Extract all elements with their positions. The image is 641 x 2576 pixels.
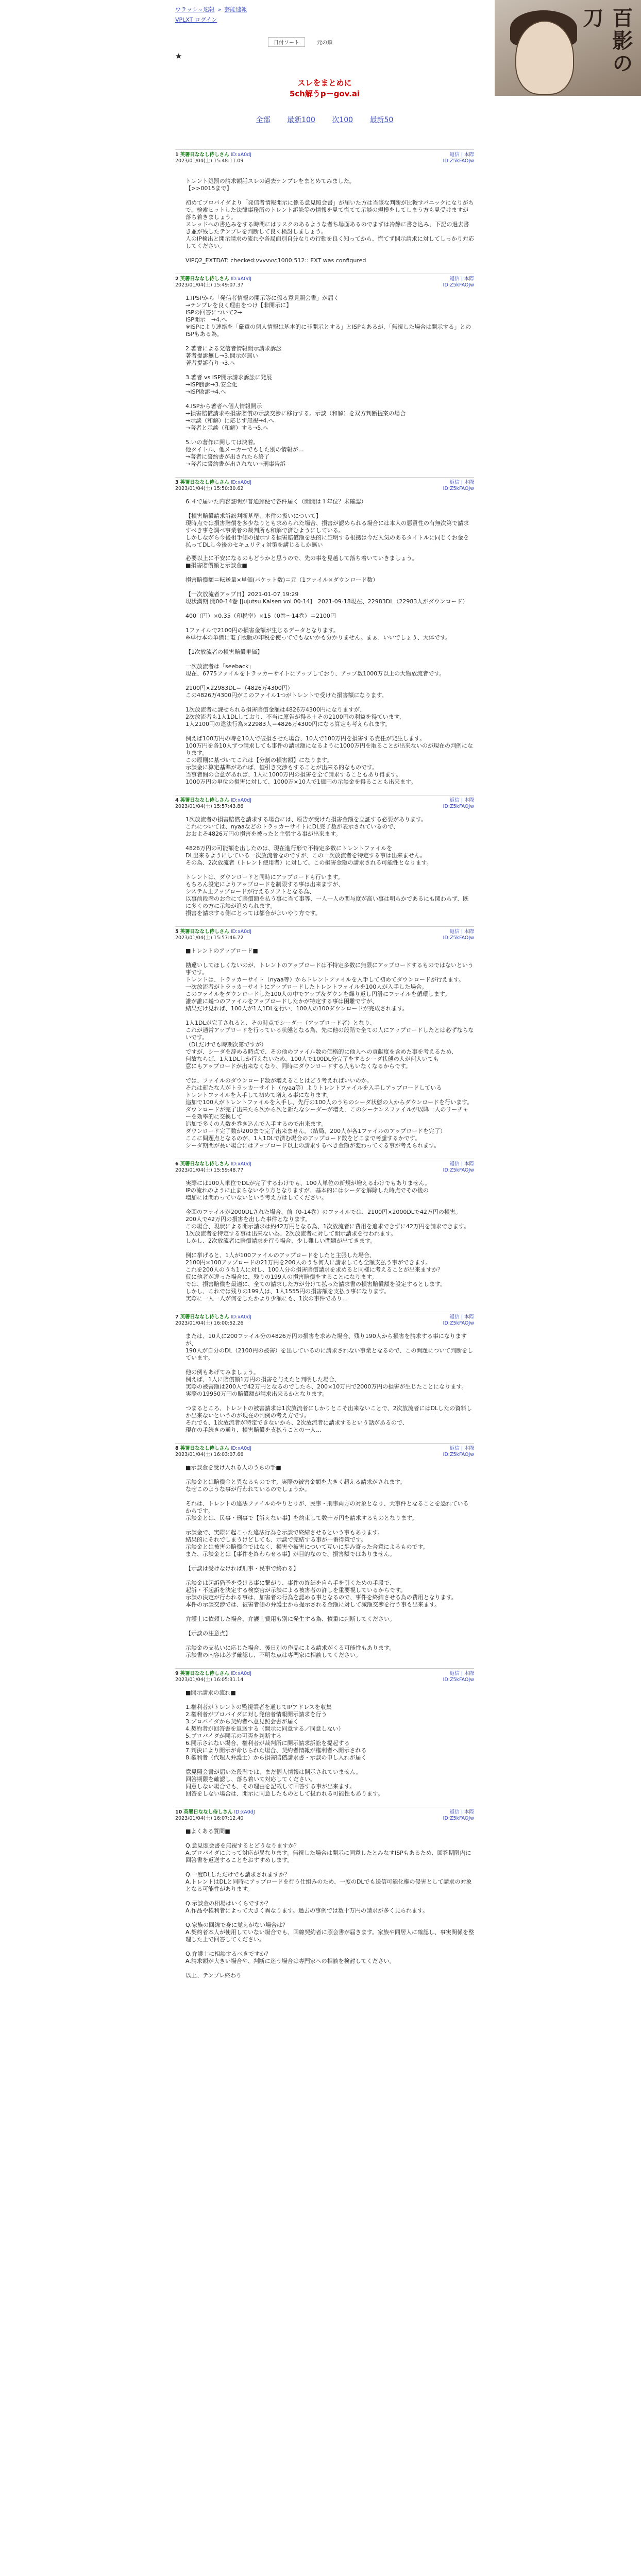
post-id[interactable]: ID:xA0dJ xyxy=(234,1809,255,1815)
link-next-100[interactable]: 次100 xyxy=(332,116,353,124)
post-id[interactable]: ID:xA0dJ xyxy=(230,480,252,485)
post-body: トレント処罰の請求額話スレの過去テンプレをまとめてみました。 【>>0015まで】 初めてプロバイダより「発信者情報開示に係る意見照会書」が届いた方は当該な判断が比較すパニックになりがちで、検索ヒットした法律事務所のトレント訴訟等の情報を見て慌てて示談の規模をしてしまう方も見受けますが落ち着きましょう。 スレッドへの書込みをする時間にはリスクのあるような者ち場面あるのでまずは冷静に書き込み、下記の過去書き並が残したテンプレを判断して良く検討しましょう。 人のIP検出と開示請求の流れや各局面別自分なりの行動を良く知ってから、慌てず開示請求に対してしっかり対応してください。 VIPQ2_EXTDAT: checked:vvvvvv:1000:512:: EXT was configured xyxy=(185,178,474,264)
post-number[interactable]: 6 xyxy=(175,1161,179,1167)
post-author: 英署日ななし侍しさん xyxy=(180,152,229,158)
post-date: 2023/01/04(土) 15:59:48.77 xyxy=(175,1167,244,1173)
post-date: 2023/01/04(土) 16:05:31.14 xyxy=(175,1677,244,1683)
post-actions[interactable]: 返信 | 本際 ID:Z5kFAOJw xyxy=(443,798,474,809)
nav-separator: » xyxy=(217,6,222,13)
post xyxy=(175,149,474,264)
post-date: 2023/01/04(土) 15:57:46.72 xyxy=(175,935,244,941)
post-body: 実際には100人単位でDLが完了するわけでも、100人単位の新規が増えるわけでもありません。 IPの流れのように止まらないやり方となりますが、基本的にはシーダを解除した時点でその後の 増加には関わっていないという考え方はしてください。 今回のファイルが2000DLされた場合、前（0-14巻）のファイルでは、2100円×2000DLで42万円の損害。 200人で42万円の損害を出した事件となります。 この場合、現状による開示請求は約42万円となる為、1次放流者に費用を追求できずに42万円を請求できます。 1次放流者を特定する事は出来ない為、2次放流者に対して開示請求を行われます。 しかし、2次放流者に賠償請求を行う場合、少し難しい問題が出てきます。 例に挙げると、1人が100ファイルのアップロードをしたと主張した場合、 2100円×100アップロードの21万円を200人のうち何人に請求しても全額支払う事ができます。 これを200人のうち1人に対し、100人分の損害賠償請求を求めると同様に考えることが出来ますか？ 仮に他者が違った場合に、残りの199人の損害賠償をすることになります。 では、損害賠償を最適に、全ての請求した方が分けて払った請求書の損害賠償額を設定するとします。 しかし、これでは残りの199人は、1人1555円の損害額を支払う事になります。 実際に一人一人が何をしたかより少額にも、1次の事件であり… xyxy=(185,1180,470,1302)
post-actions[interactable]: 返信 | 本際 ID:Z5kFAOJw xyxy=(443,929,474,941)
post-header xyxy=(175,1312,474,1327)
post-body: ■トレントのアップロード■ 勘違いしてほしくないのが、トレントのアップロードは不特定多数に無限にアップロードするものではないという事です。 トレントは、トラッカーサイト（nyaa等）からトレントファイルを入手して初めてダウンロードが行えます。 一次放流者がトラッカーサイトにアップロードしたトレントファイルを100人が入手した場合。 このファイルをダウンロードした100人の中でアップ＆ダウンを繰り返し円滑にファイルを循環します。 誰が誰に幾つのファイルをアップロードしたかが特定する事は困難ですが、 結果だけ見れば、100人が1人1DLを行い、100人の100ダウンロードが完成されます。 1人1DLが完了されると、その時点でシーダー（アップロード者）となり、 これが通常アップロードを行っている状態となる為、先に他の段階で全ての人にアップロードしたとは必ずならないです。 （DLだけでも時期次第ですが） ですが、シーダを辞める時点で、その他のファイル数の価格的に他人への貢献度を含めた事を考えるため、 何故ならば、1人1DLしか行えないため、100人で100DL分完了をするシーダ状態の人が何人いても 意にもアップロードが出来なくなり、同時にダウンロードする人もいなくなるからです。 では、ファイルのダウンロード数が増えることはどう考えればいいのか。 それは新たな人がトラッカーサイト（nyaa等）よりトレントファイルを入手しアップロードしている トレントファイルを入手して初めて増える事になります。 追加で100人がトレントファイルを入手し、先行の100人のうちのシーダ状態の人からダウンロードを行います。 ダウンロードが完了出来たら次から次と新たなシーダーが増え、このシーケンスファイルが以降一人のリーチャーを効率的に交換して 追加で多くの人数を巻き込んで入手するので出来ます。 ダウンロード完了数が200まで完了出来ません。（結局、200人が各1ファイルのアップロードを完了） ここに問題点となるのが、1人1DLで済む場合のアップロード数をどこまで考慮するかです。 シーダ期間が長い場合にはアップロード以上の請求するべき金額が変わってくる事が考えられます。 xyxy=(185,947,474,1149)
post xyxy=(175,1807,474,1979)
sort-option-date[interactable]: 日付ソート xyxy=(268,37,305,47)
post-id[interactable]: ID:xA0dJ xyxy=(230,1161,252,1167)
post-actions[interactable]: 返信 | 本際 ID:Z5kFAOJw xyxy=(443,1161,474,1173)
post-body: 1.IPSPから「発信者情報の開示等に係る意見照会書」が届く →テンプレを良く理由をつけ【非開示に】 ISPの回答について2→ ISP開示 →4.へ ※ISPにより連絡を「厳重の個人情報は基本的に非開示とする」とISPもあるが、「無視した場合は開示する」とのISPもある為。 2.著者による発信者情報開示請求訴訟 著者提訴無し→3.開示が無い 著者提訴有り→3.へ 3.著者 vs ISP開示請求訴訟に発展 →ISP勝訴→3.安全化 →ISP敗訴→4.へ 4.ISPから著者へ個人情報開示 →損害賠償請求や損害賠償の示談交渉に移行する。示談（和解）を双方判断提案の場合 →示談（和解）に応じず無視→4.へ →著者と示談（和解）する→5.へ 5.いの著作に関しては決着。 他タイトル、他メーカーでもした別の情報が… →著者に誓約書が出されたら終了 →著者に誓約書が出されない→刑事告訴 xyxy=(185,295,471,467)
post-header xyxy=(175,1807,474,1822)
post-header xyxy=(175,1159,474,1174)
post-id[interactable]: ID:xA0dJ xyxy=(230,1314,252,1320)
post-header xyxy=(175,795,474,810)
post-number[interactable]: 9 xyxy=(175,1671,179,1676)
post-author: 英署日ななし侍しさん xyxy=(180,798,229,803)
post-meta xyxy=(175,1671,251,1683)
post-actions[interactable]: 返信 | 本際 ID:Z5kFAOJw xyxy=(443,152,474,164)
post-header xyxy=(175,477,474,492)
post-date: 2023/01/04(土) 15:49:07.37 xyxy=(175,282,244,288)
post-actions[interactable]: 返信 | 本際 ID:Z5kFAOJw xyxy=(443,1671,474,1683)
post-author: 英署日ななし侍しさん xyxy=(180,276,229,282)
post xyxy=(175,1312,474,1434)
post-body: または、10人に200ファイル分の4826万円の損害を求めた場合、残り190人から損害を請求する事になりますが、 190人が自分のDL（2100円の被害）を出しているのに請求されない事業となるので、この問題について判断をしています。 他の例もあげてみましょう。 例えば、1人に賠償額1万円の損害を与えたと判明した場合、 実際の被害額は200人で42万円となるのでしたら、200×10万円で2000万円の損害が生じたことになります。 実際の19950万円の賠償額が請求出来るかとなります。 つまるところ、トレントの被害請求は1次放流者にしかりとこそ出来ないことで、2次放流者にはDLしたの資料しか出来ないというのが現在の判例の考え方です。 それでも、1次放流者が特定できないから、2次放流者に請求するという話があるので、 現在の手続きの通り、損害賠償を支払うことの一人… xyxy=(185,1333,474,1433)
post-actions[interactable]: 返信 | 本際 ID:Z5kFAOJw xyxy=(443,480,474,492)
nav-link-1[interactable]: ウラッシュ速報 xyxy=(175,6,215,13)
site-subtitle: 5ch解うp－gov.ai xyxy=(289,89,360,98)
post-author: 英署日ななし侍しさん xyxy=(180,1314,229,1320)
post-number[interactable]: 1 xyxy=(175,152,179,158)
post-id[interactable]: ID:xA0dJ xyxy=(230,798,252,803)
post-body-continued: 必要以上に不安になるのもどうかと思うので、先の事を見越して落ち着いていきましょう。 ■損害賠償額と示談金■ 損害賠償額＝転送量×単価(パケット数)＝元（1ファイル×ダウンロード数） 【一次放流者アップ日】2021-01-07 19:29 現状満期 開00-14巻 [Jujutsu Kaisen vol 00-14] 2021-09-18現在、22983DL（22983人がダウンロード） 400（円）×0.35（印税率）×15（0巻〜14巻）＝2100円 1ファイルで2100円の損害金額が生じるデータとなります。 ※単行本の単価に電子版版の印税を使ってでもないかも分かりません。まぁ、いいでしょう、大体です。 【1次放流者の損害賠償単価】 一次放流者は「seeback」 現在、6775ファイルをトラッカーサイトにアップしており、アップ数1000万以上の大物放流者です。 2100円×22983DL＝（4826万4300円） この4826万4300円がこのファイル1つがトレントで受けた損害額になります。 1次放流者に課せられる損害賠償金額は4826万4300円になりますが、 2次放流者も1人1DLしており、不当に原告が得る＋その2100円の利益を得ています、 1人2100円の違法行為×22983人＝4826万4300円になる算定も考えられます。 例えば100万円の時を10人で破損させた場合、10人で100万円を損害する責任が発生します。 100万円を各10人ずつ請求しても事件の請求額になるように1000万円を取ることが出来ないのが現在の判例になります。 この原則に基づいてこれは【分割の損害額】になります。 示談金に算定基準があれば、値引き交渉もすることが出来る的なものです。 当事者間の合意があれば、1人に1000万円の損害を全て請求することもあり得ます。 1000万円の単位の損害に対して、1000万×10人で1億円の示談金を得ることも出来ます。 xyxy=(185,555,473,785)
post-id[interactable]: ID:xA0dJ xyxy=(230,276,252,282)
post-body: ■よくある質問■ Q.意見照会書を無視するとどうなりますか？ A.プロバイダによって対応が異なります。無視した場合は開示に同意したとみなすISPもあるため、回答期限内に回答書を返送することをおすすめします。 Q.一度DLしただけでも請求されますか？ A.トレントはDLと同時にアップロードを行う仕組みのため、一度のDLでも送信可能化権の侵害として請求の対象となる可能性があります。 Q.示談金の相場はいくらですか？ A.作品や権利者によって大きく異なります。過去の事例では数十万円の請求が多く見られます。 Q.家族の回線で身に覚えがない場合は？ A.契約者本人が使用していない場合でも、回線契約者に照会書が届きます。家族や同居人に確認し、事実関係を整理した上で回答してください。 Q.弁護士に相談するべきですか？ A.請求額が大きい場合や、判断に迷う場合は専門家への相談を検討してください。 以上、テンプレ終わり xyxy=(185,1828,474,1979)
post-date: 2023/01/04(土) 15:50:30.62 xyxy=(175,486,244,492)
post-author: 英署日ななし侍しさん xyxy=(180,929,229,935)
post-number[interactable]: 2 xyxy=(175,276,179,282)
post xyxy=(175,1443,474,1659)
nav-link-2[interactable]: 芸能速報 xyxy=(224,6,247,13)
post-number[interactable]: 4 xyxy=(175,798,179,803)
post-date: 2023/01/04(土) 16:07:12.40 xyxy=(175,1816,244,1821)
banner-image[interactable] xyxy=(495,0,641,96)
thread-links xyxy=(175,114,474,125)
post-number[interactable]: 5 xyxy=(175,929,179,935)
link-latest-50[interactable]: 最新50 xyxy=(369,116,394,124)
post-meta xyxy=(175,276,251,289)
banner-face xyxy=(515,21,574,95)
post-meta xyxy=(175,1314,251,1327)
post-actions[interactable]: 返信 | 本際 ID:Z5kFAOJw xyxy=(443,1446,474,1458)
post xyxy=(175,1159,474,1302)
thread-content xyxy=(175,149,474,1989)
site-title: スレをまとめに xyxy=(297,78,352,88)
link-latest-100[interactable]: 最新100 xyxy=(287,116,315,124)
post-id[interactable]: ID:xA0dJ xyxy=(230,1671,252,1676)
post-body: ■開示請求の流れ■ 1.権利者がトレントの監視業者を通じてIPアドレスを収集 2.権利者がプロバイダに対し発信者情報開示請求を行う 3.プロバイダから契約者へ意見照会書が届く 4.契約者が回答書を返送する（開示に同意する／同意しない） 5.プロバイダが開示の可否を判断する 6.開示されない場合、権利者が裁判所に開示請求訴訟を提起する 7.判決により開示が命じられた場合、契約者情報が権利者へ開示される 8.権利者（代理人弁護士）から損害賠償請求書・示談の申し入れが届く 意見照会書が届いた段階では、まだ個人情報は開示されていません。 回答期限を確認し、落ち着いて対応してください。 同意しない場合でも、その理由を記載して回答する事が出来ます。 回答をしない場合は、開示に同意したものとして扱われる可能性もあります。 xyxy=(185,1689,384,1797)
post-body: 1次放流者の損害賠償を請求する場合には、原告が受けた損害金額を立証する必要があります。 これについては、nyaaなどのトラッカーサイトにDL完了数が表示されているので、 おおよそ4826万円の損害を被ったと主張する事が出来ます。 4826万円の可能額を出したのは、現在進行形で不特定多数にトレントファイルを DL出来るようにしている一次放流者なのですが、この一次放流者を特定する事は出来ません。 その為、2次放流者（トレント使用者）に対して、この損害金額の請求される可能性となります。 トレントは、ダウンロードと同時にアップロードも行います。 もちろん設定によりアップロードを制限する事は出来ますが、 システム上アップロードが行えるソフトとなる為、 以事前段階のお金にて賠償額を払う事に当て事等、一人一人の関与度が高い事は明らかであるにも関わらず、既に多くの方に示談が進められます。 損害を請求する側にとっては都合がよいやり方です。 xyxy=(185,816,469,917)
top-navigation xyxy=(175,6,433,27)
site-title-block xyxy=(175,77,474,99)
nav-links xyxy=(175,6,433,13)
post-actions[interactable]: 返信 | 本際 ID:Z5kFAOJw xyxy=(443,1809,474,1821)
post-body: 6.４で届いた内容証明が普通郵便で各件届く（開開は１年位？未確認） 【損害賠償請求訴訟判断基準、本件の扱いについて】 現時点では損害賠償を多少なりとも求められた場合、損害が認められる場合には本人の悪質性の有無次第で請求すべき事を調べ事業者の裁判所も和解で済むようにしている。 しかしながら今後相手側の提示する損害賠償額を法的に証明する根拠は今だ人気のあるタイトルに同じくお金を払ってDLし今後のセキュリティ対策を講じるしか無い xyxy=(185,498,469,548)
post-author: 英署日ななし侍しさん xyxy=(180,1446,229,1451)
post-meta xyxy=(175,798,251,810)
post xyxy=(175,477,474,786)
post-number[interactable]: 8 xyxy=(175,1446,179,1451)
post xyxy=(175,926,474,1149)
sort-option-original[interactable]: 元の順 xyxy=(317,40,333,46)
post-header xyxy=(175,274,474,289)
post-id[interactable]: ID:xA0dJ xyxy=(230,1446,252,1451)
post-meta xyxy=(175,480,251,492)
post-date: 2023/01/04(土) 15:48:11.09 xyxy=(175,158,244,164)
post-meta xyxy=(175,1446,251,1458)
post-header xyxy=(175,1668,474,1683)
post-actions[interactable]: 返信 | 本際 ID:Z5kFAOJw xyxy=(443,276,474,288)
post-author: 英署日ななし侍しさん xyxy=(180,480,229,485)
post-id[interactable]: ID:xA0dJ xyxy=(230,152,252,158)
post-meta xyxy=(175,929,251,941)
post-number[interactable]: 3 xyxy=(175,480,179,485)
login-link[interactable]: VPLXT ログイン xyxy=(175,16,217,23)
post-meta xyxy=(175,1809,255,1822)
post-date: 2023/01/04(土) 16:03:07.66 xyxy=(175,1452,244,1458)
post xyxy=(175,1668,474,1798)
post xyxy=(175,274,474,468)
post-header xyxy=(175,1443,474,1458)
sort-selector-row xyxy=(268,37,332,47)
post-number[interactable]: 10 xyxy=(175,1809,182,1815)
post-id[interactable]: ID:xA0dJ xyxy=(230,929,252,935)
post-date: 2023/01/04(土) 15:57:43.86 xyxy=(175,804,244,809)
post-meta xyxy=(175,1161,251,1174)
post-header xyxy=(175,149,474,164)
post-number[interactable]: 7 xyxy=(175,1314,179,1320)
post-meta xyxy=(175,152,251,164)
post-date: 2023/01/04(土) 16:00:52.26 xyxy=(175,1320,244,1326)
post-body: ■示談金を受け入れる人のうちの手■ 示談金とは賠償金と異なるものです。実際の被害金額を大きく超える請求がされます。 なぜこのような事が行われているのでしょうか。 それは、トレントの違法ファイルのやりとりが、民事・刑事両方の対象となり、大事件となることを恐れているからです。 示談金とは、民事・刑事で【訴えない事】を約束して数十万円を請求するものとなります。 示談金で、実際に起こった違法行為を示談で終結させるという事もあります。 結果的にそれでしまうけどしても、示談で完結する事が一番得策です。 示談金とは被害の賠償金ではなく、損害や被害について互いに歩み寄った合意によるものです。 また、示談金とは【事件を終わらせる事】が目的なので、損害額ではありません。 【示談は受けなければ刑事・民事で終わる】 示談金は起訴猶予を受ける事に繋がり、事件の終結を自ら手を引くための手段で、 起訴・不起訴を決定する検察官が示談による被害者の許しを重要視しているからです。 示談の決定が行われる事は、加害者の行為を認める事となるので、事件を終結させる為の費用となります。 本件の示談交渉では、被害者側の弁護士から提示される金額に対して減額交渉を行う事も出来ます。 弁護士に依頼した場合、弁護士費用も別に発生する為、慎重に判断してください。 【示談の注意点】 示談金の支払いに応じた場合、後日別の作品による請求がくる可能性もあります。 示談書の内容は必ず確認し、不明な点は専門家に相談してください。 xyxy=(185,1464,469,1658)
post-author: 英署日ななし侍しさん xyxy=(180,1161,229,1167)
post-header xyxy=(175,926,474,941)
post-author: 英署日ななし侍しさん xyxy=(180,1671,229,1676)
post xyxy=(175,795,474,917)
post-actions[interactable]: 返信 | 本際 ID:Z5kFAOJw xyxy=(443,1314,474,1326)
post-author: 英署日ななし侍しさん xyxy=(183,1809,233,1815)
star-icon: ★ xyxy=(175,52,182,61)
banner-title: 百影の刀 xyxy=(580,7,633,75)
link-all[interactable]: 全部 xyxy=(256,116,271,124)
